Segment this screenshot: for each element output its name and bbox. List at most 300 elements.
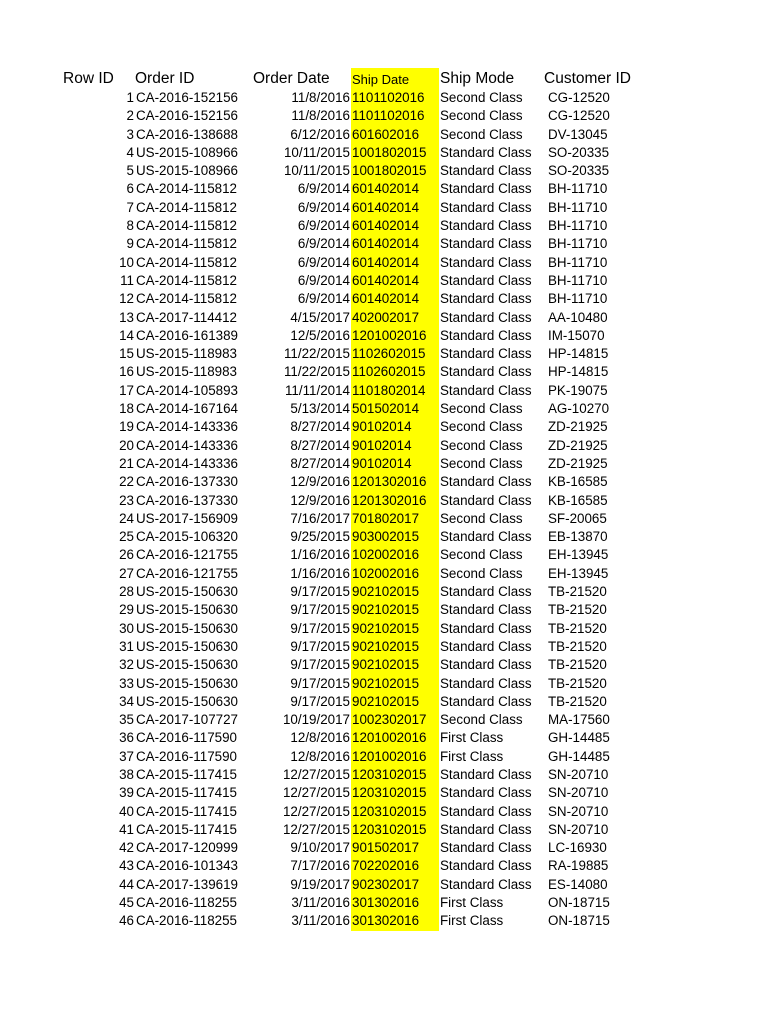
cell-ship-mode[interactable]: First Class	[440, 748, 504, 764]
cell-order-date[interactable]: 6/9/2014	[297, 291, 350, 307]
cell-ship-mode[interactable]: Standard Class	[440, 876, 532, 892]
cell-order-id[interactable]: CA-2017-139619	[136, 876, 238, 892]
cell-order-id[interactable]: CA-2016-137330	[136, 474, 238, 490]
cell-order-date[interactable]: 10/19/2017	[282, 712, 350, 728]
cell-order-id[interactable]: CA-2014-115812	[136, 236, 237, 252]
cell-ship-date[interactable]: 1201302016	[351, 473, 439, 491]
cell-customer-id[interactable]: IM-15070	[548, 327, 605, 343]
cell-ship-mode[interactable]: Standard Class	[440, 840, 532, 856]
cell-row-id[interactable]: 26	[119, 547, 134, 563]
cell-ship-mode[interactable]: Standard Class	[440, 657, 532, 673]
cell-ship-date[interactable]: 601402014	[351, 235, 439, 253]
cell-row-id[interactable]: 12	[119, 291, 134, 307]
cell-row-id[interactable]: 38	[119, 766, 134, 782]
cell-row-id[interactable]: 42	[119, 840, 134, 856]
cell-ship-mode[interactable]: Second Class	[440, 565, 523, 581]
cell-ship-date[interactable]: 601402014	[351, 254, 439, 272]
cell-order-date[interactable]: 8/27/2014	[290, 419, 350, 435]
cell-order-id[interactable]: CA-2016-152156	[136, 108, 238, 124]
cell-customer-id[interactable]: ES-14080	[548, 876, 608, 892]
cell-order-id[interactable]: CA-2016-137330	[136, 492, 238, 508]
cell-order-date[interactable]: 12/8/2016	[290, 748, 350, 764]
cell-order-id[interactable]: CA-2016-118255	[136, 913, 237, 929]
cell-order-date[interactable]: 9/17/2015	[290, 620, 350, 636]
cell-ship-mode[interactable]: Standard Class	[440, 821, 532, 837]
cell-customer-id[interactable]: AG-10270	[548, 401, 610, 417]
cell-order-date[interactable]: 6/9/2014	[297, 218, 350, 234]
cell-order-date[interactable]: 7/17/2016	[290, 858, 350, 874]
cell-order-date[interactable]: 3/11/2016	[291, 895, 350, 911]
cell-order-id[interactable]: CA-2015-117415	[136, 785, 237, 801]
cell-customer-id[interactable]: BH-11710	[548, 272, 608, 288]
cell-order-id[interactable]: US-2015-150630	[136, 638, 238, 654]
cell-order-id[interactable]: US-2015-118983	[136, 364, 237, 380]
cell-ship-date[interactable]: 601402014	[351, 272, 439, 290]
cell-order-id[interactable]: CA-2015-117415	[136, 803, 237, 819]
cell-ship-date[interactable]: 601402014	[351, 217, 439, 235]
cell-order-id[interactable]: CA-2014-143336	[136, 455, 238, 471]
header-order-date[interactable]: Order Date	[253, 70, 330, 87]
cell-customer-id[interactable]: KB-16585	[548, 492, 608, 508]
cell-row-id[interactable]: 40	[119, 803, 134, 819]
cell-order-id[interactable]: CA-2016-118255	[136, 895, 237, 911]
cell-customer-id[interactable]: SN-20710	[548, 803, 609, 819]
cell-order-date[interactable]: 6/9/2014	[297, 236, 350, 252]
cell-order-id[interactable]: US-2015-108966	[136, 163, 238, 179]
cell-row-id[interactable]: 18	[119, 401, 134, 417]
cell-customer-id[interactable]: DV-13045	[548, 126, 608, 142]
cell-order-date[interactable]: 12/9/2016	[290, 474, 350, 490]
cell-ship-mode[interactable]: Standard Class	[440, 236, 532, 252]
cell-customer-id[interactable]: HP-14815	[548, 364, 609, 380]
cell-ship-mode[interactable]: Standard Class	[440, 144, 532, 160]
cell-ship-mode[interactable]: Second Class	[440, 510, 523, 526]
cell-ship-mode[interactable]: Standard Class	[440, 291, 532, 307]
cell-ship-mode[interactable]: Standard Class	[440, 181, 532, 197]
cell-order-date[interactable]: 1/16/2016	[290, 547, 350, 563]
cell-order-id[interactable]: US-2015-118983	[136, 346, 237, 362]
cell-ship-mode[interactable]: Standard Class	[440, 693, 532, 709]
cell-ship-mode[interactable]: Standard Class	[440, 803, 532, 819]
cell-order-date[interactable]: 9/17/2015	[290, 693, 350, 709]
cell-order-date[interactable]: 10/11/2015	[283, 163, 350, 179]
cell-ship-mode[interactable]: Standard Class	[440, 620, 532, 636]
cell-ship-mode[interactable]: Standard Class	[440, 163, 532, 179]
cell-ship-mode[interactable]: First Class	[440, 895, 504, 911]
cell-row-id[interactable]: 27	[119, 565, 134, 581]
cell-ship-date[interactable]: 902102015	[351, 638, 439, 656]
cell-row-id[interactable]: 1	[126, 90, 134, 105]
table-body	[63, 89, 703, 931]
cell-order-date[interactable]: 11/11/2014	[284, 382, 350, 398]
cell-ship-mode[interactable]: First Class	[440, 913, 504, 929]
table-row	[63, 693, 703, 711]
cell-ship-mode[interactable]: Standard Class	[440, 199, 532, 215]
cell-row-id[interactable]: 5	[126, 163, 134, 179]
cell-row-id[interactable]: 24	[119, 510, 134, 526]
cell-ship-mode[interactable]: Standard Class	[440, 785, 532, 801]
cell-row-id[interactable]: 13	[119, 309, 134, 325]
cell-ship-date[interactable]: 1102602015	[351, 363, 439, 381]
cell-ship-date[interactable]: 1203102015	[351, 821, 439, 839]
cell-order-id[interactable]: CA-2017-107727	[136, 712, 238, 728]
cell-customer-id[interactable]: CG-12520	[548, 90, 610, 105]
cell-customer-id[interactable]: BH-11710	[548, 218, 608, 234]
cell-order-date[interactable]: 4/15/2017	[290, 309, 350, 325]
header-order-id[interactable]: Order ID	[135, 70, 195, 87]
cell-ship-date[interactable]: 902102015	[351, 601, 439, 619]
cell-row-id[interactable]: 23	[119, 492, 134, 508]
cell-ship-date[interactable]: 102002016	[351, 565, 439, 583]
cell-order-date[interactable]: 12/27/2015	[282, 785, 350, 801]
cell-order-date[interactable]: 12/27/2015	[282, 803, 350, 819]
cell-ship-mode[interactable]: Standard Class	[440, 638, 532, 654]
cell-ship-date[interactable]: 1101102016	[351, 89, 439, 107]
cell-ship-date[interactable]: 1001802015	[351, 162, 439, 180]
cell-row-id[interactable]: 11	[120, 272, 134, 288]
cell-customer-id[interactable]: AA-10480	[548, 309, 608, 325]
cell-order-id[interactable]: CA-2016-121755	[136, 547, 238, 563]
cell-customer-id[interactable]: TB-21520	[548, 675, 607, 691]
cell-ship-date[interactable]: 90102014	[351, 437, 439, 455]
cell-order-date[interactable]: 3/11/2016	[291, 913, 350, 929]
cell-row-id[interactable]: 15	[119, 346, 134, 362]
table-row	[63, 455, 703, 473]
cell-customer-id[interactable]: PK-19075	[548, 382, 608, 398]
cell-row-id[interactable]: 8	[126, 218, 134, 234]
cell-customer-id[interactable]: KB-16585	[548, 474, 608, 490]
cell-row-id[interactable]: 20	[119, 437, 134, 453]
cell-customer-id[interactable]: BH-11710	[548, 181, 608, 197]
cell-order-date[interactable]: 9/17/2015	[290, 675, 350, 691]
cell-customer-id[interactable]: SF-20065	[548, 510, 607, 526]
cell-ship-mode[interactable]: Standard Class	[440, 346, 532, 362]
cell-order-date[interactable]: 1/16/2016	[290, 565, 350, 581]
cell-order-id[interactable]: CA-2016-161389	[136, 327, 238, 343]
cell-order-id[interactable]: CA-2016-117590	[136, 730, 237, 746]
cell-order-id[interactable]: CA-2016-152156	[136, 90, 238, 105]
cell-ship-date[interactable]: 501502014	[351, 400, 439, 418]
cell-order-date[interactable]: 12/5/2016	[290, 327, 350, 343]
cell-ship-date[interactable]: 1101102016	[351, 107, 439, 125]
cell-order-date[interactable]: 11/8/2016	[291, 108, 350, 124]
cell-ship-date[interactable]: 903002015	[351, 528, 439, 546]
cell-order-date[interactable]: 9/25/2015	[290, 529, 350, 545]
cell-ship-date[interactable]: 1203102015	[351, 766, 439, 784]
cell-order-date[interactable]: 6/9/2014	[297, 272, 350, 288]
cell-row-id[interactable]: 16	[119, 364, 134, 380]
header-customer-id[interactable]: Customer ID	[544, 70, 631, 87]
cell-row-id[interactable]: 36	[119, 730, 134, 746]
cell-row-id[interactable]: 3	[126, 126, 134, 142]
cell-customer-id[interactable]: SN-20710	[548, 766, 609, 782]
cell-ship-date[interactable]: 902302017	[351, 876, 439, 894]
cell-row-id[interactable]: 32	[119, 657, 134, 673]
cell-ship-date[interactable]: 102002016	[351, 546, 439, 564]
cell-row-id[interactable]: 43	[119, 858, 134, 874]
cell-ship-date[interactable]: 1002302017	[351, 711, 439, 729]
cell-customer-id[interactable]: TB-21520	[548, 584, 607, 600]
cell-customer-id[interactable]: GH-14485	[548, 748, 610, 764]
cell-row-id[interactable]: 10	[119, 254, 134, 270]
cell-order-date[interactable]: 12/27/2015	[282, 821, 350, 837]
cell-order-id[interactable]: CA-2014-115812	[136, 181, 237, 197]
cell-ship-date[interactable]: 1203102015	[351, 803, 439, 821]
cell-customer-id[interactable]: EH-13945	[548, 547, 609, 563]
cell-order-id[interactable]: CA-2015-117415	[136, 821, 237, 837]
cell-ship-mode[interactable]: Second Class	[440, 455, 523, 471]
cell-ship-mode[interactable]: Standard Class	[440, 602, 532, 618]
cell-order-id[interactable]: CA-2017-120999	[136, 840, 238, 856]
cell-order-date[interactable]: 9/17/2015	[290, 657, 350, 673]
cell-order-id[interactable]: US-2015-150630	[136, 584, 238, 600]
header-row-id[interactable]: Row ID	[63, 70, 114, 87]
cell-order-id[interactable]: CA-2014-167164	[136, 401, 238, 417]
cell-order-date[interactable]: 6/12/2016	[290, 126, 350, 142]
cell-order-date[interactable]: 9/17/2015	[290, 584, 350, 600]
cell-order-id[interactable]: CA-2016-101343	[136, 858, 238, 874]
cell-customer-id[interactable]: HP-14815	[548, 346, 609, 362]
cell-ship-date[interactable]: 601402014	[351, 199, 439, 217]
cell-ship-mode[interactable]: Second Class	[440, 419, 523, 435]
cell-customer-id[interactable]: BH-11710	[548, 199, 608, 215]
cell-order-date[interactable]: 12/8/2016	[290, 730, 350, 746]
table-row	[63, 418, 703, 436]
cell-ship-date[interactable]: 902102015	[351, 620, 439, 638]
cell-ship-date[interactable]: 301302016	[351, 894, 439, 912]
table-row	[63, 272, 703, 290]
cell-order-id[interactable]: CA-2014-143336	[136, 437, 238, 453]
cell-order-id[interactable]: CA-2016-121755	[136, 565, 238, 581]
cell-customer-id[interactable]: TB-21520	[548, 638, 607, 654]
header-ship-mode[interactable]: Ship Mode	[440, 70, 515, 87]
table-row	[63, 912, 703, 930]
table-row	[63, 254, 703, 272]
cell-ship-mode[interactable]: Standard Class	[440, 584, 532, 600]
cell-customer-id[interactable]: ON-18715	[548, 895, 610, 911]
cell-order-id[interactable]: US-2015-108966	[136, 144, 238, 160]
cell-ship-mode[interactable]: Standard Class	[440, 254, 532, 270]
cell-ship-date[interactable]: 902102015	[351, 675, 439, 693]
cell-order-id[interactable]: CA-2015-117415	[136, 766, 237, 782]
cell-customer-id[interactable]: RA-19885	[548, 858, 609, 874]
cell-ship-date[interactable]: 901502017	[351, 839, 439, 857]
cell-order-id[interactable]: US-2015-150630	[136, 675, 238, 691]
cell-ship-mode[interactable]: Standard Class	[440, 327, 532, 343]
cell-order-id[interactable]: US-2015-150630	[136, 620, 238, 636]
cell-customer-id[interactable]: TB-21520	[548, 657, 607, 673]
cell-customer-id[interactable]: EB-13870	[548, 529, 608, 545]
cell-order-date[interactable]: 11/8/2016	[291, 90, 350, 105]
cell-customer-id[interactable]: BH-11710	[548, 254, 608, 270]
cell-row-id[interactable]: 30	[119, 620, 134, 636]
cell-ship-mode[interactable]: Standard Class	[440, 309, 532, 325]
cell-ship-mode[interactable]: Standard Class	[440, 529, 532, 545]
cell-order-date[interactable]: 11/22/2015	[283, 346, 350, 362]
cell-ship-mode[interactable]: Second Class	[440, 126, 523, 142]
cell-customer-id[interactable]: SN-20710	[548, 821, 609, 837]
table-row	[63, 821, 703, 839]
cell-row-id[interactable]: 37	[119, 748, 134, 764]
header-ship-date[interactable]: Ship Date	[351, 68, 439, 89]
cell-ship-mode[interactable]: First Class	[440, 730, 504, 746]
table-row	[63, 784, 703, 802]
cell-order-date[interactable]: 8/27/2014	[290, 455, 350, 471]
cell-order-date[interactable]: 7/16/2017	[290, 510, 350, 526]
cell-ship-date[interactable]: 902102015	[351, 693, 439, 711]
cell-customer-id[interactable]: ZD-21925	[548, 437, 608, 453]
cell-order-date[interactable]: 10/11/2015	[283, 144, 350, 160]
cell-order-id[interactable]: CA-2017-114412	[136, 309, 237, 325]
cell-order-id[interactable]: CA-2014-115812	[136, 272, 237, 288]
table-row	[63, 894, 703, 912]
cell-row-id[interactable]: 22	[119, 474, 134, 490]
cell-ship-date[interactable]: 1201002016	[351, 729, 439, 747]
cell-order-id[interactable]: CA-2015-106320	[136, 529, 238, 545]
cell-customer-id[interactable]: ZD-21925	[548, 419, 608, 435]
cell-ship-date[interactable]: 601402014	[351, 290, 439, 308]
cell-customer-id[interactable]: BH-11710	[548, 236, 608, 252]
cell-customer-id[interactable]: LC-16930	[548, 840, 607, 856]
table-row	[63, 400, 703, 418]
cell-ship-date[interactable]: 1201302016	[351, 492, 439, 510]
cell-row-id[interactable]: 34	[119, 693, 134, 709]
table-row	[63, 437, 703, 455]
cell-ship-mode[interactable]: Second Class	[440, 401, 523, 417]
cell-order-id[interactable]: CA-2014-105893	[136, 382, 238, 398]
cell-row-id[interactable]: 31	[119, 638, 134, 654]
cell-ship-mode[interactable]: Second Class	[440, 108, 523, 124]
cell-ship-mode[interactable]: Second Class	[440, 547, 523, 563]
cell-ship-date[interactable]: 701802017	[351, 510, 439, 528]
cell-order-id[interactable]: CA-2016-117590	[136, 748, 237, 764]
cell-ship-date[interactable]: 1102602015	[351, 345, 439, 363]
cell-customer-id[interactable]: ON-18715	[548, 913, 610, 929]
cell-customer-id[interactable]: EH-13945	[548, 565, 609, 581]
cell-ship-date[interactable]: 601402014	[351, 180, 439, 198]
cell-customer-id[interactable]: SO-20335	[548, 163, 610, 179]
table-row	[63, 492, 703, 510]
cell-customer-id[interactable]: MA-17560	[548, 712, 610, 728]
cell-ship-date[interactable]: 90102014	[351, 455, 439, 473]
cell-row-id[interactable]: 45	[119, 895, 134, 911]
cell-order-id[interactable]: CA-2014-115812	[136, 218, 237, 234]
cell-ship-date[interactable]: 402002017	[351, 309, 439, 327]
table-row	[63, 839, 703, 857]
cell-row-id[interactable]: 14	[119, 327, 134, 343]
cell-ship-date[interactable]: 301302016	[351, 912, 439, 930]
table-row	[63, 766, 703, 784]
cell-ship-date[interactable]: 1201002016	[351, 748, 439, 766]
cell-ship-date[interactable]: 902102015	[351, 656, 439, 674]
cell-order-date[interactable]: 6/9/2014	[297, 254, 350, 270]
cell-customer-id[interactable]: TB-21520	[548, 693, 607, 709]
cell-ship-mode[interactable]: Standard Class	[440, 474, 532, 490]
cell-row-id[interactable]: 33	[119, 675, 134, 691]
cell-row-id[interactable]: 7	[126, 199, 134, 215]
header-row	[63, 68, 703, 89]
cell-order-id[interactable]: CA-2014-115812	[136, 291, 237, 307]
cell-ship-mode[interactable]: Standard Class	[440, 272, 532, 288]
cell-order-date[interactable]: 9/17/2015	[290, 638, 350, 654]
cell-order-id[interactable]: CA-2016-138688	[136, 126, 238, 142]
cell-row-id[interactable]: 28	[119, 584, 134, 600]
cell-ship-mode[interactable]: Standard Class	[440, 364, 532, 380]
cell-customer-id[interactable]: BH-11710	[548, 291, 608, 307]
cell-customer-id[interactable]: SO-20335	[548, 144, 610, 160]
cell-customer-id[interactable]: SN-20710	[548, 785, 609, 801]
cell-order-id[interactable]: CA-2014-115812	[136, 254, 237, 270]
cell-ship-mode[interactable]: Second Class	[440, 712, 523, 728]
cell-row-id[interactable]: 2	[126, 108, 134, 124]
cell-row-id[interactable]: 25	[119, 529, 134, 545]
cell-order-date[interactable]: 12/9/2016	[290, 492, 350, 508]
cell-ship-mode[interactable]: Second Class	[440, 90, 523, 105]
cell-ship-mode[interactable]: Standard Class	[440, 218, 532, 234]
cell-ship-mode[interactable]: Standard Class	[440, 492, 532, 508]
cell-order-date[interactable]: 9/17/2015	[290, 602, 350, 618]
cell-row-id[interactable]: 46	[119, 913, 134, 929]
cell-row-id[interactable]: 41	[119, 821, 134, 837]
cell-order-date[interactable]: 6/9/2014	[297, 181, 350, 197]
cell-customer-id[interactable]: TB-21520	[548, 602, 607, 618]
cell-ship-date[interactable]: 90102014	[351, 418, 439, 436]
cell-order-date[interactable]: 6/9/2014	[297, 199, 350, 215]
cell-row-id[interactable]: 44	[119, 876, 134, 892]
cell-row-id[interactable]: 6	[126, 181, 134, 197]
cell-order-date[interactable]: 11/22/2015	[283, 364, 350, 380]
cell-customer-id[interactable]: GH-14485	[548, 730, 610, 746]
spreadsheet-table	[63, 68, 703, 931]
table-row	[63, 675, 703, 693]
cell-ship-date[interactable]: 1203102015	[351, 784, 439, 802]
cell-row-id[interactable]: 4	[126, 144, 134, 160]
cell-order-id[interactable]: US-2015-150630	[136, 602, 238, 618]
cell-row-id[interactable]: 29	[119, 602, 134, 618]
cell-order-id[interactable]: US-2015-150630	[136, 693, 238, 709]
cell-ship-mode[interactable]: Second Class	[440, 437, 523, 453]
cell-order-date[interactable]: 5/13/2014	[290, 401, 350, 417]
cell-row-id[interactable]: 35	[119, 712, 134, 728]
cell-ship-mode[interactable]: Standard Class	[440, 858, 532, 874]
cell-ship-mode[interactable]: Standard Class	[440, 382, 532, 398]
cell-customer-id[interactable]: CG-12520	[548, 108, 610, 124]
cell-ship-date[interactable]: 702202016	[351, 857, 439, 875]
cell-row-id[interactable]: 39	[119, 785, 134, 801]
cell-order-date[interactable]: 8/27/2014	[290, 437, 350, 453]
cell-ship-date[interactable]: 1001802015	[351, 144, 439, 162]
cell-order-date[interactable]: 12/27/2015	[282, 766, 350, 782]
cell-ship-date[interactable]: 902102015	[351, 583, 439, 601]
cell-ship-date[interactable]: 1201002016	[351, 327, 439, 345]
cell-order-id[interactable]: US-2017-156909	[136, 510, 238, 526]
cell-customer-id[interactable]: ZD-21925	[548, 455, 608, 471]
cell-row-id[interactable]: 21	[119, 455, 134, 471]
cell-order-id[interactable]: CA-2014-143336	[136, 419, 238, 435]
cell-order-id[interactable]: US-2015-150630	[136, 657, 238, 673]
cell-row-id[interactable]: 17	[119, 382, 134, 398]
cell-customer-id[interactable]: TB-21520	[548, 620, 607, 636]
cell-order-date[interactable]: 9/19/2017	[290, 876, 350, 892]
cell-row-id[interactable]: 9	[126, 236, 134, 252]
cell-ship-mode[interactable]: Standard Class	[440, 766, 532, 782]
cell-order-id[interactable]: CA-2014-115812	[136, 199, 237, 215]
cell-row-id[interactable]: 19	[119, 419, 134, 435]
cell-ship-mode[interactable]: Standard Class	[440, 675, 532, 691]
cell-ship-date[interactable]: 601602016	[351, 126, 439, 144]
cell-ship-date[interactable]: 1101802014	[351, 382, 439, 400]
cell-order-date[interactable]: 9/10/2017	[290, 840, 350, 856]
